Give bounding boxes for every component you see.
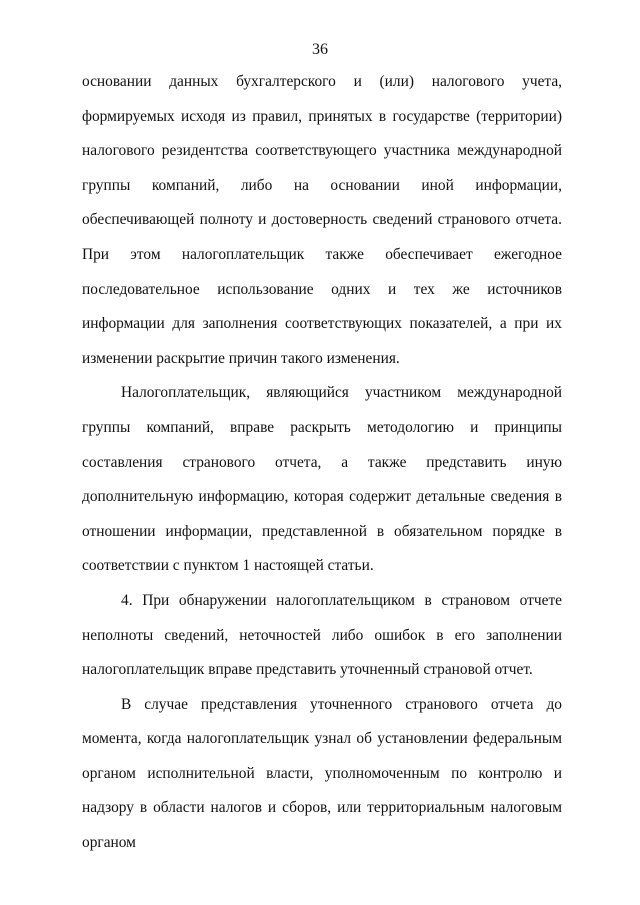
paragraph-methodology-disclosure: Налогоплательщик, являющийся участником международной группы компаний, вправе раскрыть методологию и принципы составления странового отчета, а также представить иную дополнительную информацию, которая содержит детальные сведения в отношении информации, представленной в обязательном порядке в соответствии с пунктом 1 настоящей статьи.: [82, 384, 562, 575]
document-body: [82, 65, 562, 861]
paragraph-corrected-report-timing: В случае представления уточненного странового отчета до момента, когда налогоплательщик узнал об установлении федеральным органом исполнительной власти, уполномоченным по контролю и надзору в области налогов и сборов, или территориальным налоговым органом: [82, 695, 562, 852]
page-number: 36: [312, 41, 328, 58]
paragraph-item-4-corrected-report: 4. При обнаружении налогоплательщиком в страновом отчете неполноты сведений, неточностей либо ошибок в его заполнении налогоплательщик вправе представить уточненный страновой отчет.: [82, 591, 562, 679]
paragraph-reporting-data-sources: основании данных бухгалтерского и (или) налогового учета, формируемых исходя из правил, принятых в государстве (территории) налогового резидентства соответствующего участника международной группы компаний, либо на основании иной информации, обеспечивающей полноту и достоверность сведений странового отчета. При этом налогоплательщик также обеспечивает ежегодное последовательное использование одних и тех же источников информации для заполнения соответствующих показателей, а при их изменении раскрытие причин такого изменения.: [82, 73, 562, 367]
